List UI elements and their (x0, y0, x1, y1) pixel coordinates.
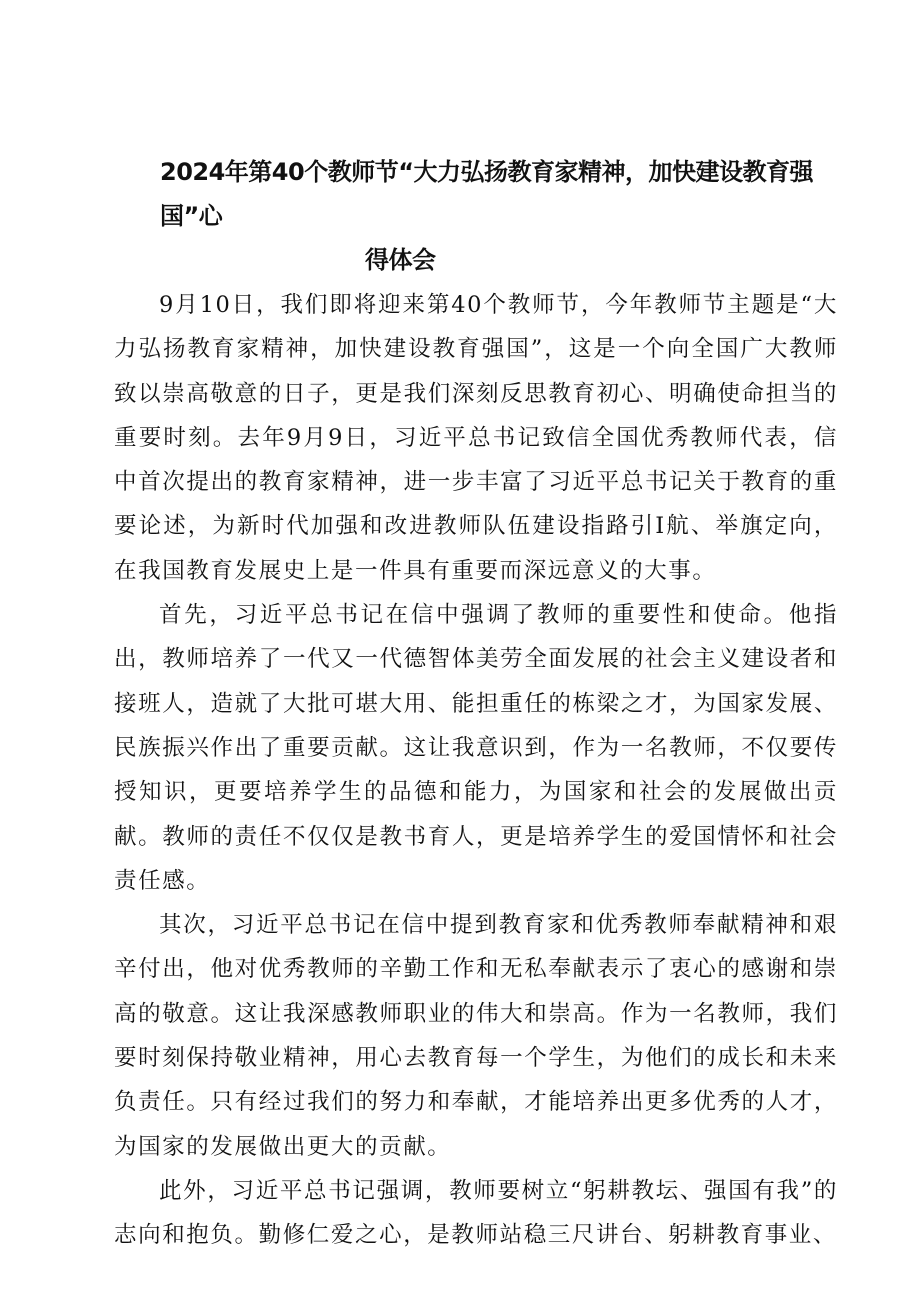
paragraph-1: 9月10日，我们即将迎来第40个教师节，今年教师节主题是“大力弘扬教育家精神，加快建设教育强国”，这是一个向全国广大教师致以崇高敬意的日子，更是我们深刻反思教育初心、明确使命担当的重要时刻。去年9月9日，习近平总书记致信全国优秀教师代表，信中首次提出的教育家精神，进一步丰富了习近平总书记关于教育的重要论述，为新时代加强和改进教师队伍建设指路引I航、举旗定向，在我国教育发展史上是一件具有重要而深远意义的大事。 (114, 292, 838, 584)
paragraph-2: 首先，习近平总书记在信中强调了教师的重要性和使命。他指出，教师培养了一代又一代德智体美劳全面发展的社会主义建设者和接班人，造就了大批可堪大用、能担重任的栋梁之才，为国家发展、民族振兴作出了重要贡献。这让我意识到，作为一名教师，不仅要传授知识，更要培养学生的品德和能力，为国家和社会的发展做出贡献。教师的责任不仅仅是教书育人，更是培养学生的爱国情怀和社会责任感。 (114, 602, 838, 894)
title-line-2: 得体会 (365, 246, 436, 274)
paragraph-4: 此外，习近平总书记强调，教师要树立“躬耕教坛、强国有我”的志向和抱负。勤修仁爱之心，是教师站稳三尺讲台、躬耕教育事业、 (114, 1177, 838, 1249)
paragraph-3: 其次，习近平总书记在信中提到教育家和优秀教师奉献精神和艰辛付出，他对优秀教师的辛勤工作和无私奉献表示了衷心的感谢和崇高的敬意。这让我深感教师职业的伟大和崇高。作为一名教师，我们要时刻保持敬业精神，用心去教育每一个学生，为他们的成长和未来负责任。只有经过我们的努力和奉献，才能培养出更多优秀的人才，为国家的发展做出更大的贡献。 (114, 912, 838, 1160)
title-line-1: 2024年第40个教师节“大力弘扬教育家精神，加快建设教育强国”心 (160, 158, 813, 230)
document-title (160, 150, 850, 282)
document-body (114, 283, 838, 1258)
